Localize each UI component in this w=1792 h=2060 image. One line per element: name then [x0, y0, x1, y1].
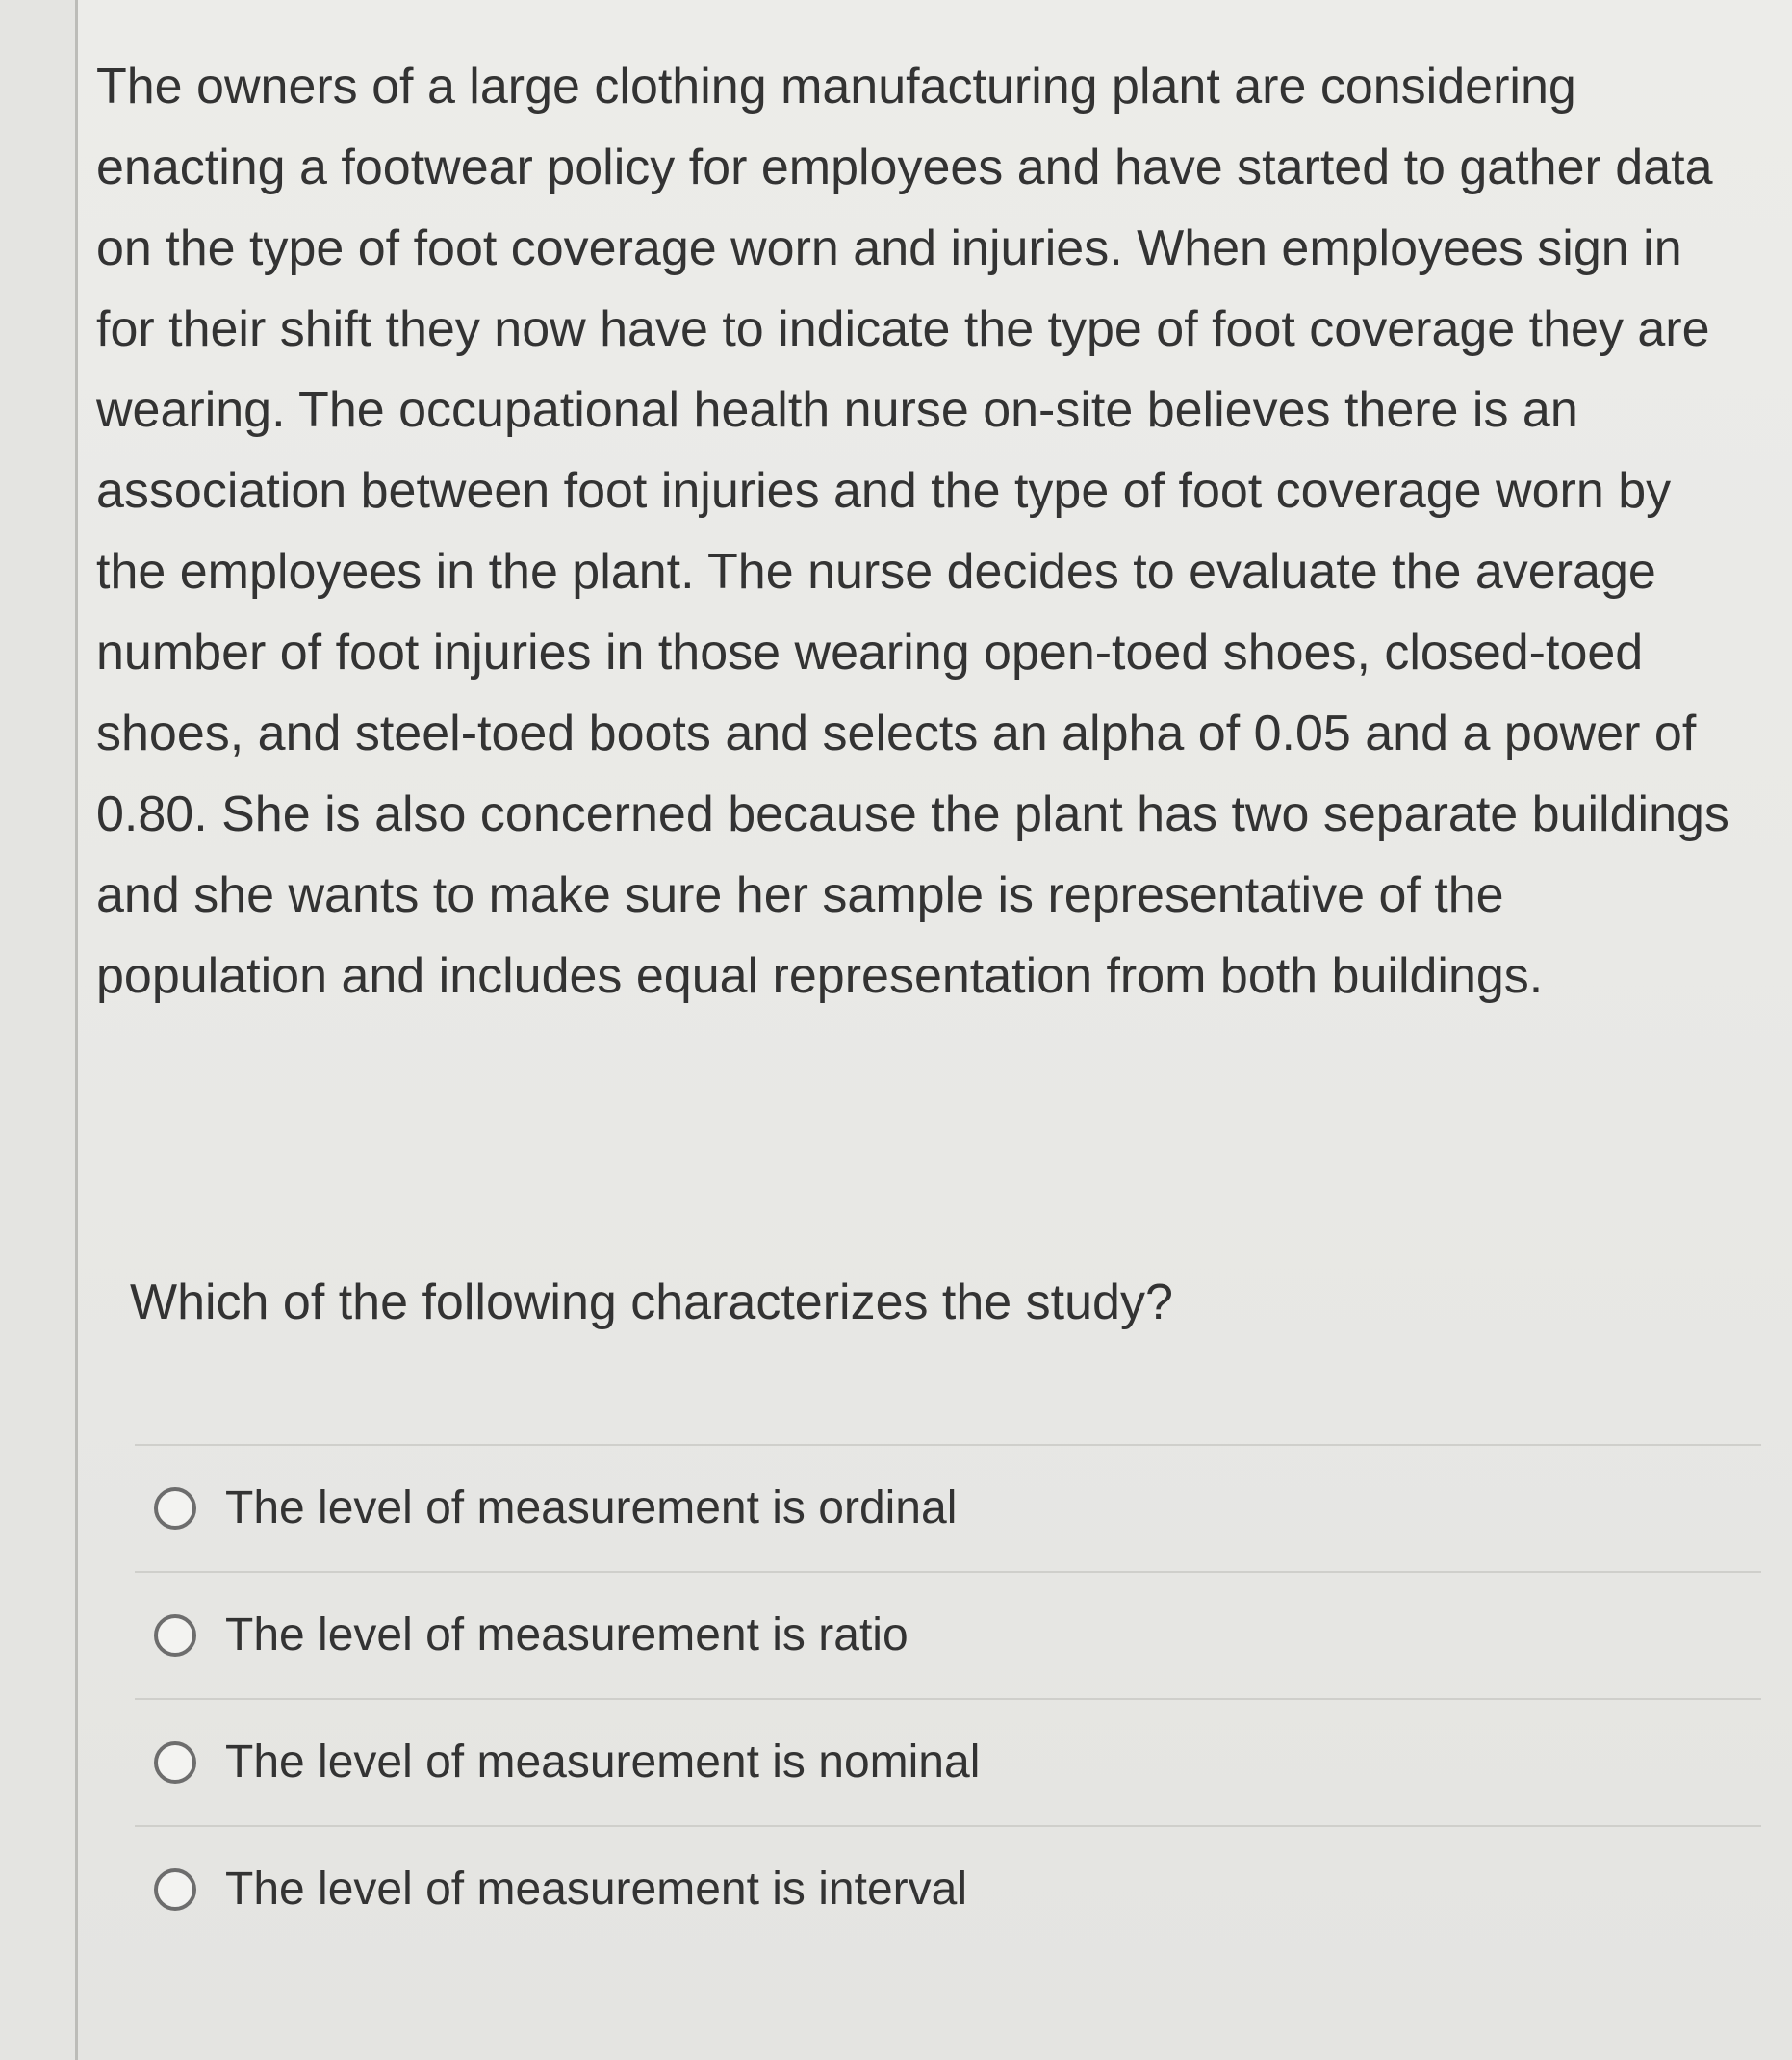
answer-option-ratio[interactable] — [135, 1573, 1761, 1698]
answer-label-ratio[interactable]: The level of measurement is ratio — [225, 1609, 909, 1661]
question-prompt: Which of the following characterizes the study? — [130, 1275, 1173, 1330]
answer-option-interval[interactable] — [135, 1827, 1761, 1952]
answer-list — [135, 1444, 1761, 1952]
radio-button-ratio[interactable] — [154, 1614, 196, 1657]
radio-button-ordinal[interactable] — [154, 1487, 196, 1530]
answer-label-nominal[interactable]: The level of measurement is nominal — [225, 1737, 981, 1788]
answer-option-nominal[interactable] — [135, 1700, 1761, 1825]
answer-label-interval[interactable]: The level of measurement is interval — [225, 1864, 967, 1915]
radio-button-interval[interactable] — [154, 1868, 196, 1911]
answer-label-ordinal[interactable]: The level of measurement is ordinal — [225, 1482, 958, 1533]
radio-button-nominal[interactable] — [154, 1741, 196, 1784]
answer-option-ordinal[interactable] — [135, 1446, 1761, 1571]
question-passage: The owners of a large clothing manufacturing plant are considering enacting a footwear policy for employees and have started to gather data on the type of foot coverage worn and injuries. When employees sign in for their shift they now have to indicate the type of foot coverage they are wearing. The occupational health nurse on-site believes there is an association between foot injuries and the type of foot coverage worn by the employees in the plant. The nurse decides to evaluate the average number of foot injuries in those wearing open-toed shoes, closed-toed shoes, and steel-toed boots and selects an alpha of 0.05 and a power of 0.80. She is also concerned because the plant has two separate buildings and she wants to make sure her sample is representative of the population and includes equal representation from both buildings. — [96, 59, 1729, 1004]
